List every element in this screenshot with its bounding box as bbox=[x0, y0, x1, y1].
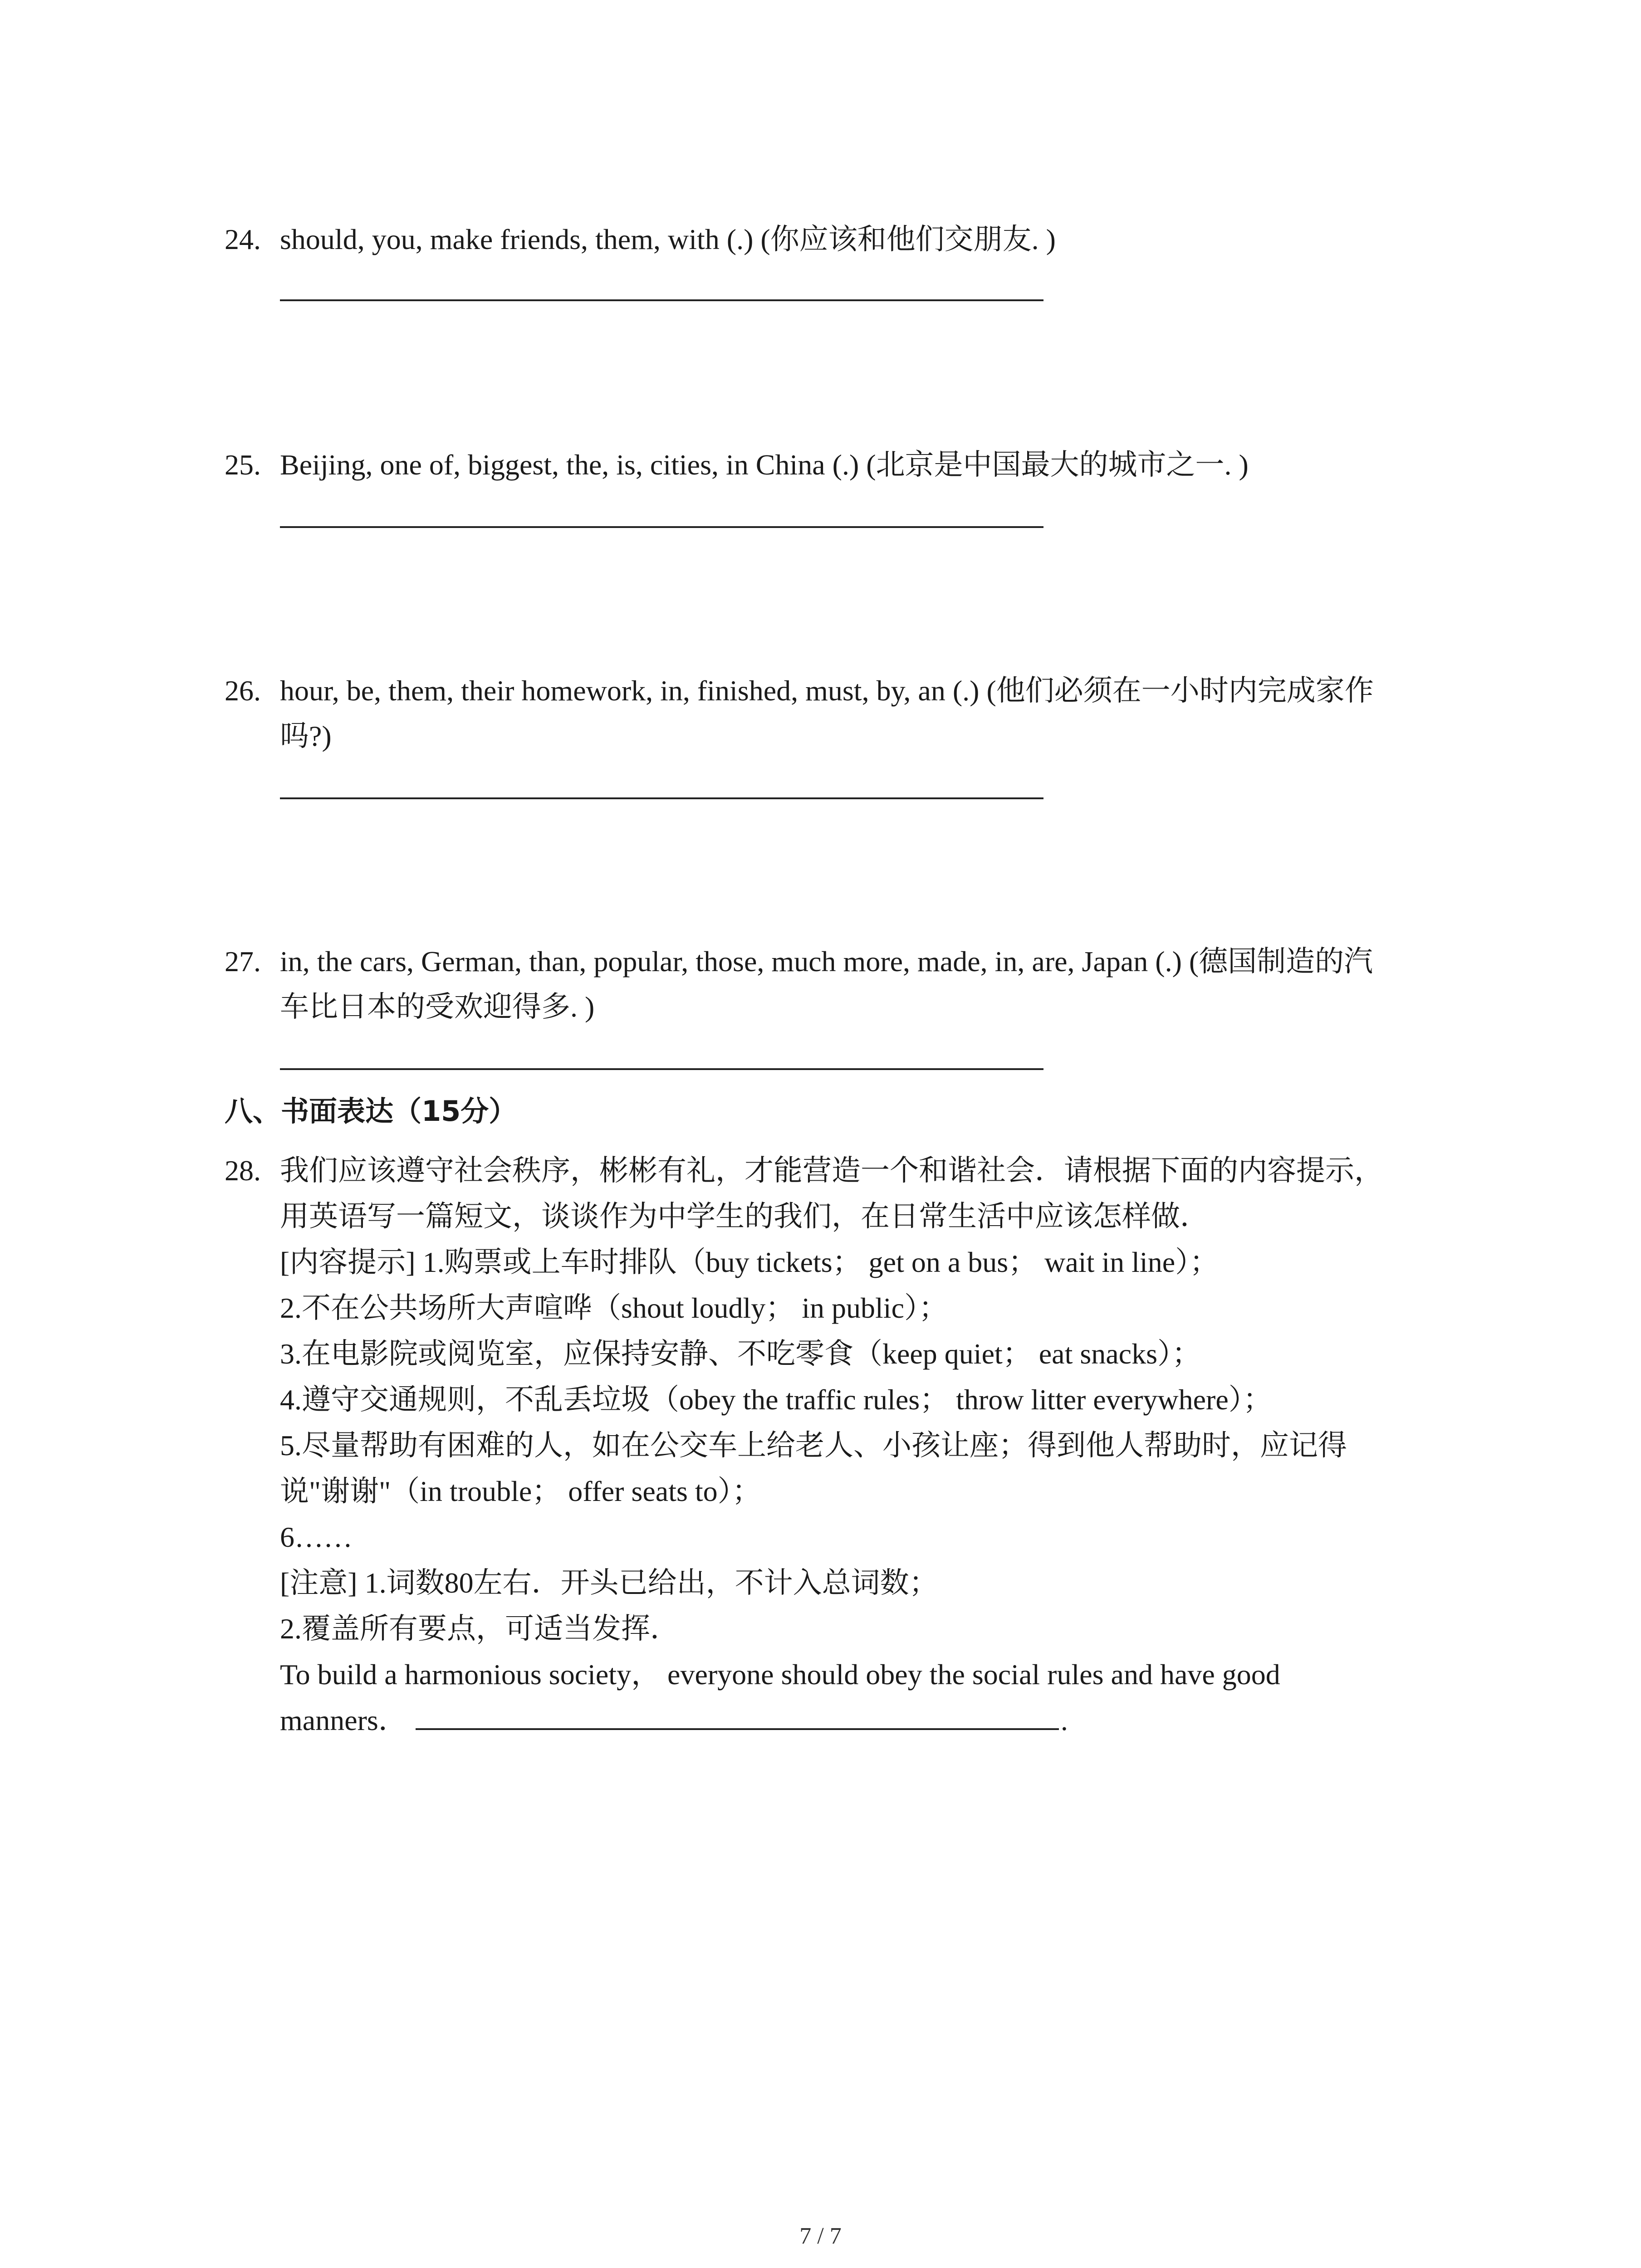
question-number: 27. bbox=[225, 945, 261, 978]
prompt-line-end: . bbox=[1060, 1704, 1068, 1736]
answer-line-26[interactable] bbox=[280, 797, 1043, 799]
prompt-line: [内容提示] 1.购票或上车时排队（buy tickets； get on a bus； wait in line）； bbox=[280, 1246, 1219, 1278]
writing-prompt bbox=[280, 1148, 1450, 1743]
question-text bbox=[280, 668, 1450, 759]
prompt-line: 用英语写一篇短文，谈谈作为中学生的我们，在日常生活中应该怎样做． bbox=[280, 1200, 1209, 1232]
prompt-line-start: manners． bbox=[280, 1704, 407, 1736]
question-number: 25. bbox=[225, 449, 261, 481]
writing-answer-blank[interactable] bbox=[416, 1701, 1059, 1730]
prompt-last-line bbox=[280, 1697, 1450, 1743]
question-text bbox=[280, 442, 1450, 488]
prompt-line: 2.不在公共场所大声喧哗（shout loudly； in public）； bbox=[280, 1292, 948, 1324]
question-number: 26. bbox=[225, 675, 261, 707]
answer-line-27[interactable] bbox=[280, 1068, 1043, 1070]
page-number: 7 / 7 bbox=[799, 2223, 842, 2249]
prompt-line: 说"谢谢"（in trouble； offer seats to）； bbox=[280, 1475, 761, 1507]
prompt-line: 4.遵守交通规则，不乱丢垃圾（obey the traffic rules； throw litter everywhere）； bbox=[280, 1383, 1272, 1416]
question-line: 车比日本的受欢迎得多. ) bbox=[280, 991, 595, 1023]
question-line: Beijing, one of, biggest, the, is, cities, in China (.) (北京是中国最大的城市之一. ) bbox=[280, 449, 1249, 481]
prompt-line: To build a harmonious society， everyone should obey the social rules and have good bbox=[280, 1658, 1280, 1691]
question-line: should, you, make friends, them, with (.) (你应该和他们交朋友. ) bbox=[280, 223, 1056, 255]
prompt-line: 5.尽量帮助有困难的人，如在公交车上给老人、小孩让座；得到他人帮助时，应记得 bbox=[280, 1429, 1347, 1461]
question-line: hour, be, them, their homework, in, finished, must, by, an (.) (他们必须在一小时内完成家作 bbox=[280, 675, 1374, 707]
question-text bbox=[280, 217, 1450, 262]
question-number: 24. bbox=[225, 223, 261, 255]
answer-line-25[interactable] bbox=[280, 526, 1043, 528]
prompt-line: 6…… bbox=[280, 1521, 353, 1553]
prompt-line: 我们应该遵守社会秩序，彬彬有礼，才能营造一个和谐社会．请根据下面的内容提示， bbox=[280, 1154, 1383, 1187]
question-line: in, the cars, German, than, popular, those, much more, made, in, are, Japan (.) (德国制造的汽 bbox=[280, 945, 1373, 978]
question-line: 吗?) bbox=[280, 720, 332, 752]
question-text bbox=[280, 939, 1450, 1030]
answer-line-24[interactable] bbox=[280, 299, 1043, 301]
prompt-line: 2.覆盖所有要点，可适当发挥． bbox=[280, 1613, 679, 1645]
question-number: 28. bbox=[225, 1154, 261, 1187]
prompt-line: 3.在电影院或阅览室，应保持安静、不吃零食（keep quiet； eat snacks）； bbox=[280, 1338, 1201, 1370]
prompt-line: [注意] 1.词数80左右．开头已给出，不计入总词数； bbox=[280, 1567, 938, 1599]
section-title: 八、书面表达（15分） bbox=[225, 1095, 517, 1128]
